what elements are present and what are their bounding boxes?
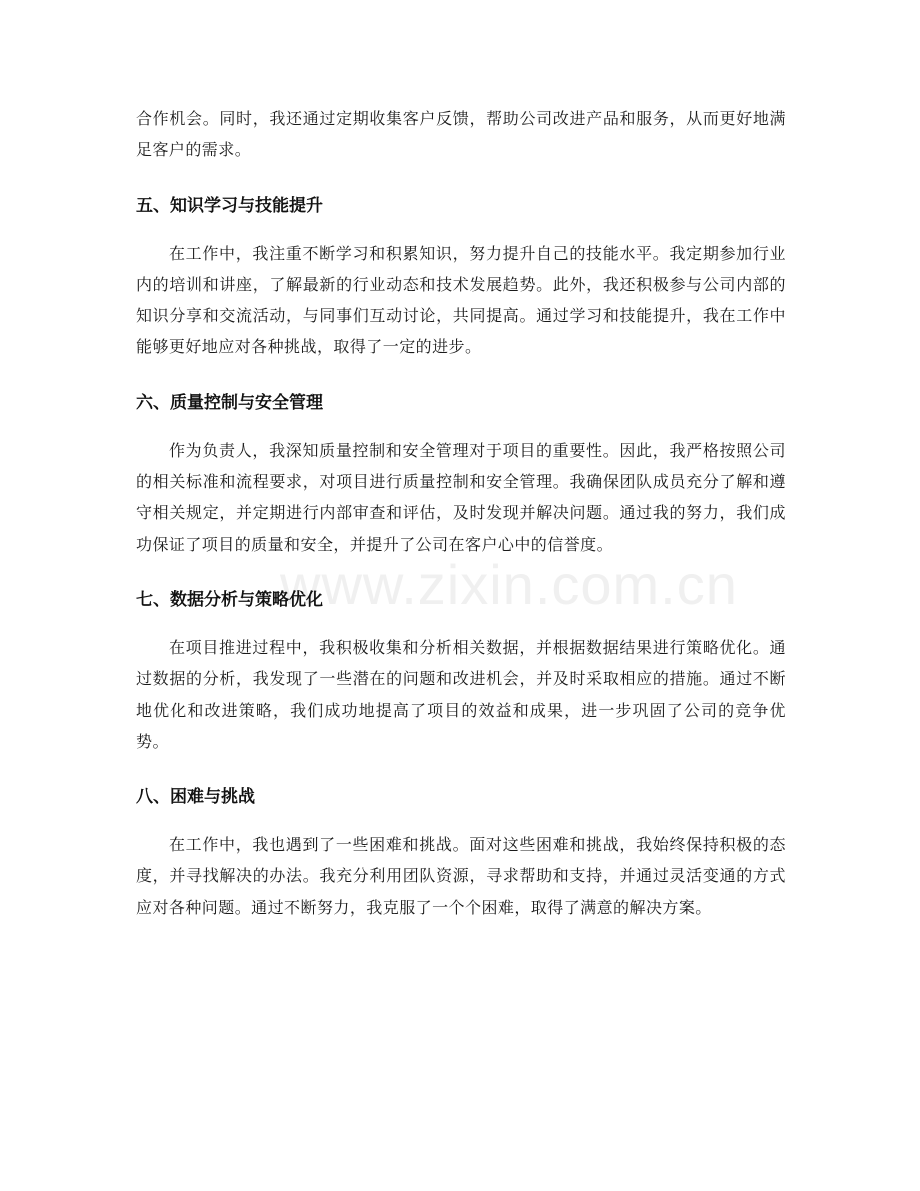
section-body-6: 作为负责人，我深知质量控制和安全管理对于项目的重要性。因此，我严格按照公司的相关标准和流程要求，对项目进行质量控制和安全管理。我确保团队成员充分了解和遵守相关规定，并定期进行内部审查和评估，及时发现并解决问题。通过我的努力，我们成功保证了项目的质量和安全，并提升了公司在客户心中的信誉度。	[136, 440, 786, 554]
section-body-5: 在工作中，我注重不断学习和积累知识，努力提升自己的技能水平。我定期参加行业内的培训和讲座，了解最新的行业动态和技术发展趋势。此外，我还积极参与公司内部的知识分享和交流活动，与同事们互动讨论，共同提高。通过学习和技能提升，我在工作中能够更好地应对各种挑战，取得了一定的进步。	[136, 243, 786, 357]
section-body-8: 在工作中，我也遇到了一些困难和挑战。面对这些困难和挑战，我始终保持积极的态度，并寻找解决的办法。我充分利用团队资源，寻求帮助和支持，并通过灵活变通的方式应对各种问题。通过不断努力，我克服了一个个困难，取得了满意的解决方案。	[136, 835, 786, 917]
intro-paragraph: 合作机会。同时，我还通过定期收集客户反馈，帮助公司改进产品和服务，从而更好地满足客户的需求。	[136, 109, 786, 160]
section-heading-7: 七、数据分析与策略优化	[136, 589, 323, 610]
section-heading-5: 五、知识学习与技能提升	[136, 195, 323, 216]
document-body	[136, 103, 786, 923]
watermark-text: www.zixin.com.cn	[280, 553, 738, 616]
section-heading-6: 六、质量控制与安全管理	[136, 392, 323, 413]
section-heading-8: 八、困难与挑战	[136, 787, 255, 808]
section-body-7: 在项目推进过程中，我积极收集和分析相关数据，并根据数据结果进行策略优化。通过数据的分析，我发现了一些潜在的问题和改进机会，并及时采取相应的措施。通过不断地优化和改进策略，我们成功地提高了项目的效益和成果，进一步巩固了公司的竞争优势。	[136, 637, 786, 751]
